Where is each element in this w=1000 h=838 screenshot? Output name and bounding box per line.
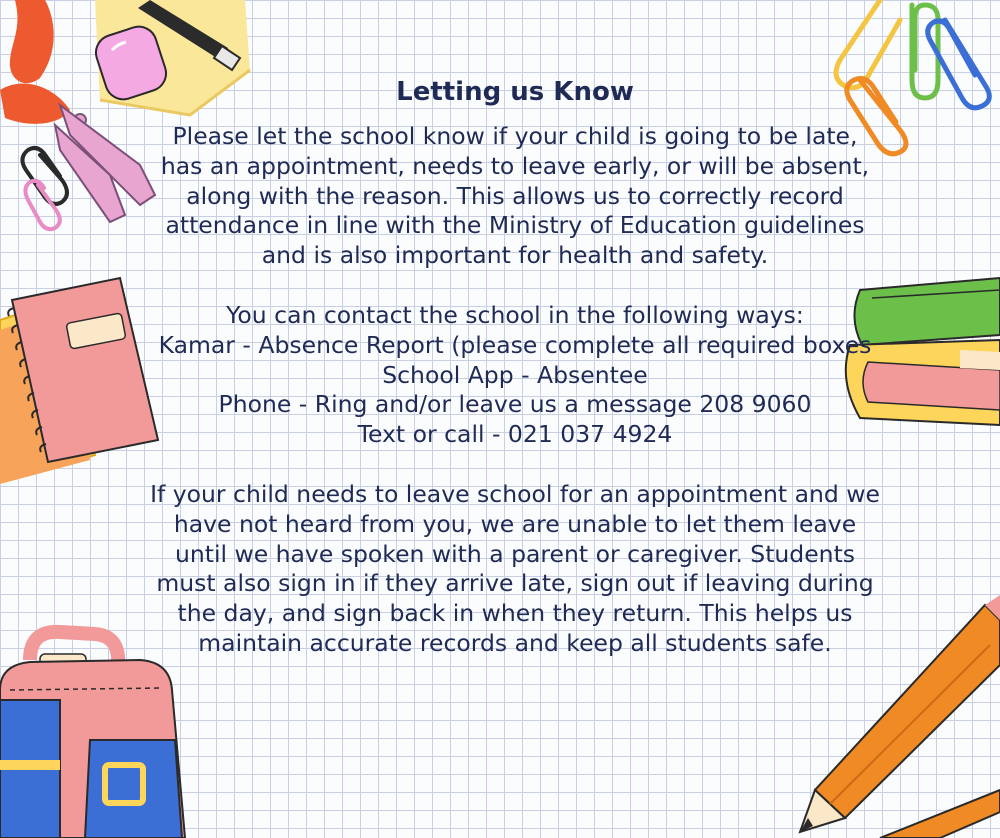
contact-text-or-call: Text or call - 021 037 4924	[357, 420, 673, 449]
paperclip-icon	[22, 148, 67, 229]
contact-intro: You can contact the school in the following ways:	[226, 300, 804, 329]
contact-phone: Phone - Ring and/or leave us a message 208 9060	[218, 390, 812, 419]
spacer	[150, 450, 880, 480]
spacer	[150, 271, 880, 301]
spiral-notebook-icon	[0, 278, 158, 484]
page-title: Letting us Know	[396, 77, 634, 107]
contact-section	[150, 301, 880, 450]
contact-kamar: Kamar - Absence Report (please complete all required boxes	[158, 330, 872, 359]
contact-school-app: School App - Absentee	[382, 360, 648, 389]
backpack-icon	[0, 632, 185, 838]
letter-content	[150, 72, 880, 659]
paragraph-leaving-school: If your child needs to leave school for an appointment and we have not heard from you, we are unable to let them leave until we have spoken with a parent or caregiver. Students must also sign in if they arrive late, sign out if leaving during the day, and sign back in when they return. This helps us maintain accurate records and keep all students safe.	[150, 479, 880, 657]
paragraph-attendance: Please let the school know if your child is going to be late, has an appointment, needs to leave early, or will be absent, along with the reason. This allows us to correctly record attendance in line with the Ministry of Education guidelines and is also important for health and safety.	[160, 122, 870, 270]
